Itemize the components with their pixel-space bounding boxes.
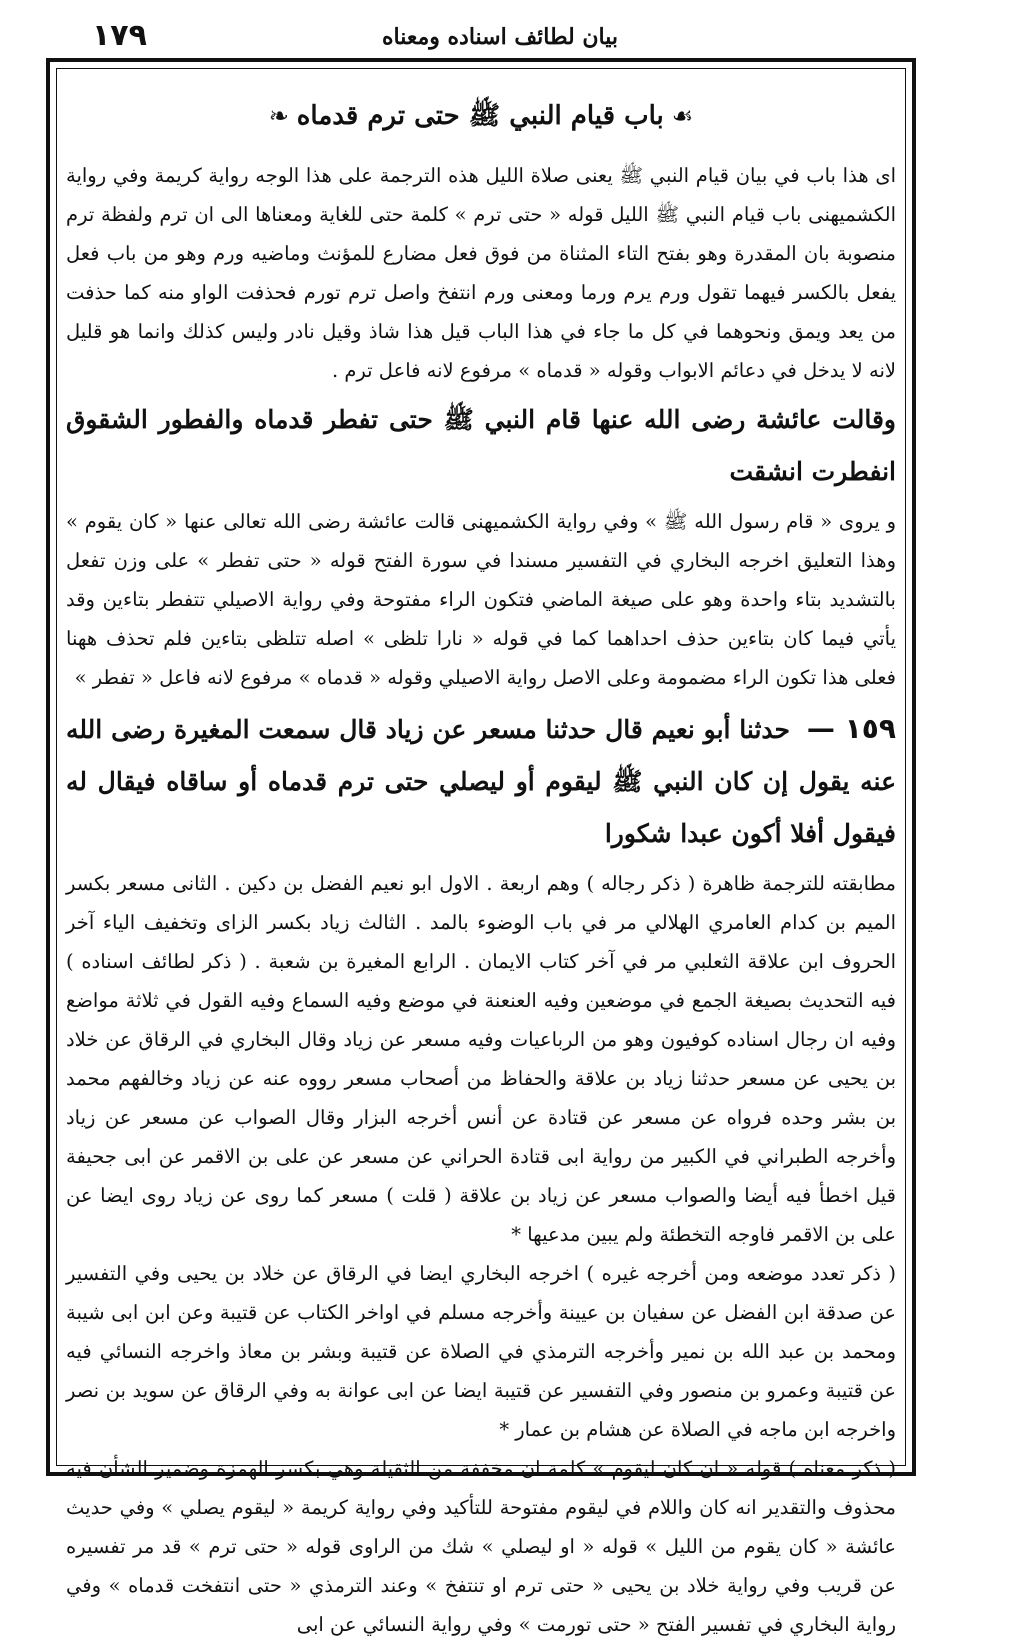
commentary-paragraph-1: اى هذا باب في بيان قيام النبي ﷺ يعنى صلاة الليل هذه الترجمة على هذا الوجه رواية كريمة وفي رواية الكشميهنى باب قيام النبي ﷺ الليل قوله « حتى ترم » كلمة حتى للغاية ومعناها الى ان ترم ولفظة ترم منصوبة بان المقدرة وهو بفتح التاء المثناة من فوق فعل مضارع للمؤنث وماضيه ورم وهو من باب فعل يفعل بالكسر فيهما تقول ورم يرم ورما ومعنى ورم انتفخ واصل ترم تورم فحذفت الواو منه كما حذفت من يعد ويمق ونحوهما في كل ما جاء في هذا الباب قيل هذا شاذ وقيل نادر وليس كذلك وانما هو قليل لانه لا يدخل في دعائم الابواب وقوله « قدماه » مرفوع لانه فاعل ترم . [66,164,896,382]
page-number: ١٧٩ [92,18,147,53]
running-header-title: بيان لطائف اسناده ومعناه [381,24,619,50]
commentary-paragraph-5: ( ذكر معناه ) قوله « ان كان ليقوم » كلمة ان مخففة من الثقيلة وهي بكسر الهمزة وضمير الشأن فيه محذوف والتقدير انه كان واللام في ليقوم مفتوحة للتأكيد وفي رواية كريمة « ليقوم يصلي » وفي حديث عائشة « كان يقوم من الليل » قوله « او ليصلي » شك من الراوى قوله « حتى ترم » قد مر تفسيره عن قريب وفي رواية خلاد بن يحيى « حتى ترم او تنتفخ » وعند الترمذي « حتى انتفخت قدماه » وفي رواية البخاري في تفسير الفتح « حتى تورمت » وفي رواية النسائي عن ابى [66,1457,896,1636]
hadith-159 [66,703,896,860]
commentary-paragraph-3: مطابقته للترجمة ظاهرة ( ذكر رجاله ) وهم اربعة . الاول ابو نعيم الفضل بن دكين . الثانى مسعر بكسر الميم بن كدام العامري الهلالي مر في باب الوضوء بالمد . الثالث زياد بكسر الزاى وتخفيف الياء آخر الحروف ابن علاقة الثعلبي مر في آخر كتاب الايمان . الرابع المغيرة بن شعبة . ( ذكر لطائف اسناده ) فيه التحديث بصيغة الجمع في موضعين وفيه العنعنة في موضع وفيه السماع وفيه القول في ثلاثة مواضع وفيه ان رجال اسناده كوفيون وهو من الرباعيات وفيه مسعر عن زياد وقال البخاري في الرقاق عن خلاد بن يحيى عن مسعر حدثنا زياد بن علاقة والحفاظ من أصحاب مسعر رووه عنه عن زياد وخالفهم محمد بن بشر وحده فرواه عن مسعر عن قتادة عن أنس أخرجه البزار وقال الصواب عن مسعر عن زياد وأخرجه الطبراني في الكبير من رواية ابى قتادة الحراني عن مسعر عن على بن الاقمر عن ابى جحيفة قيل اخطأ فيه أيضا والصواب مسعر عن زياد بن علاقة ( قلت ) مسعر كما روى عن زياد روى ايضا عن على بن الاقمر فاوجه التخطئة ولم يبين مدعيها * [66,872,896,1246]
commentary-paragraph-4: ( ذكر تعدد موضعه ومن أخرجه غيره ) اخرجه البخاري ايضا في الرقاق عن خلاد بن يحيى وفي التفسير عن صدقة ابن الفضل عن سفيان بن عيينة وأخرجه مسلم في اواخر الكتاب عن قتيبة وعن ابن ابى شيبة ومحمد بن عبد الله بن نمير وأخرجه الترمذي في الصلاة عن قتيبة وبشر بن معاذ واخرجه النسائي فيه عن قتيبة وعمرو بن منصور وفي التفسير عن قتيبة ايضا عن ابى عوانة به وفي الرقاق عن سويد بن نصر واخرجه ابن ماجه في الصلاة عن هشام بن عمار * [66,1262,896,1441]
ornament-left-icon: ❧ [268,102,289,130]
chapter-title: باب قيام النبي ﷺ حتى ترم قدماه [296,101,664,131]
hadith-text: حدثنا أبو نعيم قال حدثنا مسعر عن زياد قال سمعت المغيرة رضى الله عنه يقول إن كان النبي ﷺ ليقوم أو ليصلي حتى ترم قدماه أو ساقاه فيقال له فيقول أفلا أكون عبدا شكورا [66,715,896,848]
running-head [0,18,1027,58]
commentary-paragraph-2: و يروى « قام رسول الله ﷺ » وفي رواية الكشميهنى قالت عائشة رضى الله تعالى عنها « كان يقوم » وهذا التعليق اخرجه البخاري في التفسير مسندا في سورة الفتح قوله « حتى تفطر » على وزن تفعل بالتشديد بتاء واحدة وهو على صيغة الماضي فتكون الراء مفتوحة وفي رواية الاصيلي تتفطر بتاءين وقد يأتي فيما كان بتاءين حذف احداهما كما في قوله « نارا تلظى » اصله تتلظى بتاءين فلم تحذف ههنا فعلى هذا تكون الراء مضمومة وعلى الاصل رواية الاصيلي وقوله « قدماه » مرفوع لانه فاعل « تفطر » [66,510,896,689]
page-body [66,78,896,1636]
chapter-heading [66,96,896,136]
hadith-number: ١٥٩ — [806,712,896,745]
ornament-right-icon: ☙ [671,102,694,130]
hadith-mualaq: وقالت عائشة رضى الله عنها قام النبي ﷺ حتى تفطر قدماه والفطور الشقوق انفطرت انشقت [66,405,896,486]
